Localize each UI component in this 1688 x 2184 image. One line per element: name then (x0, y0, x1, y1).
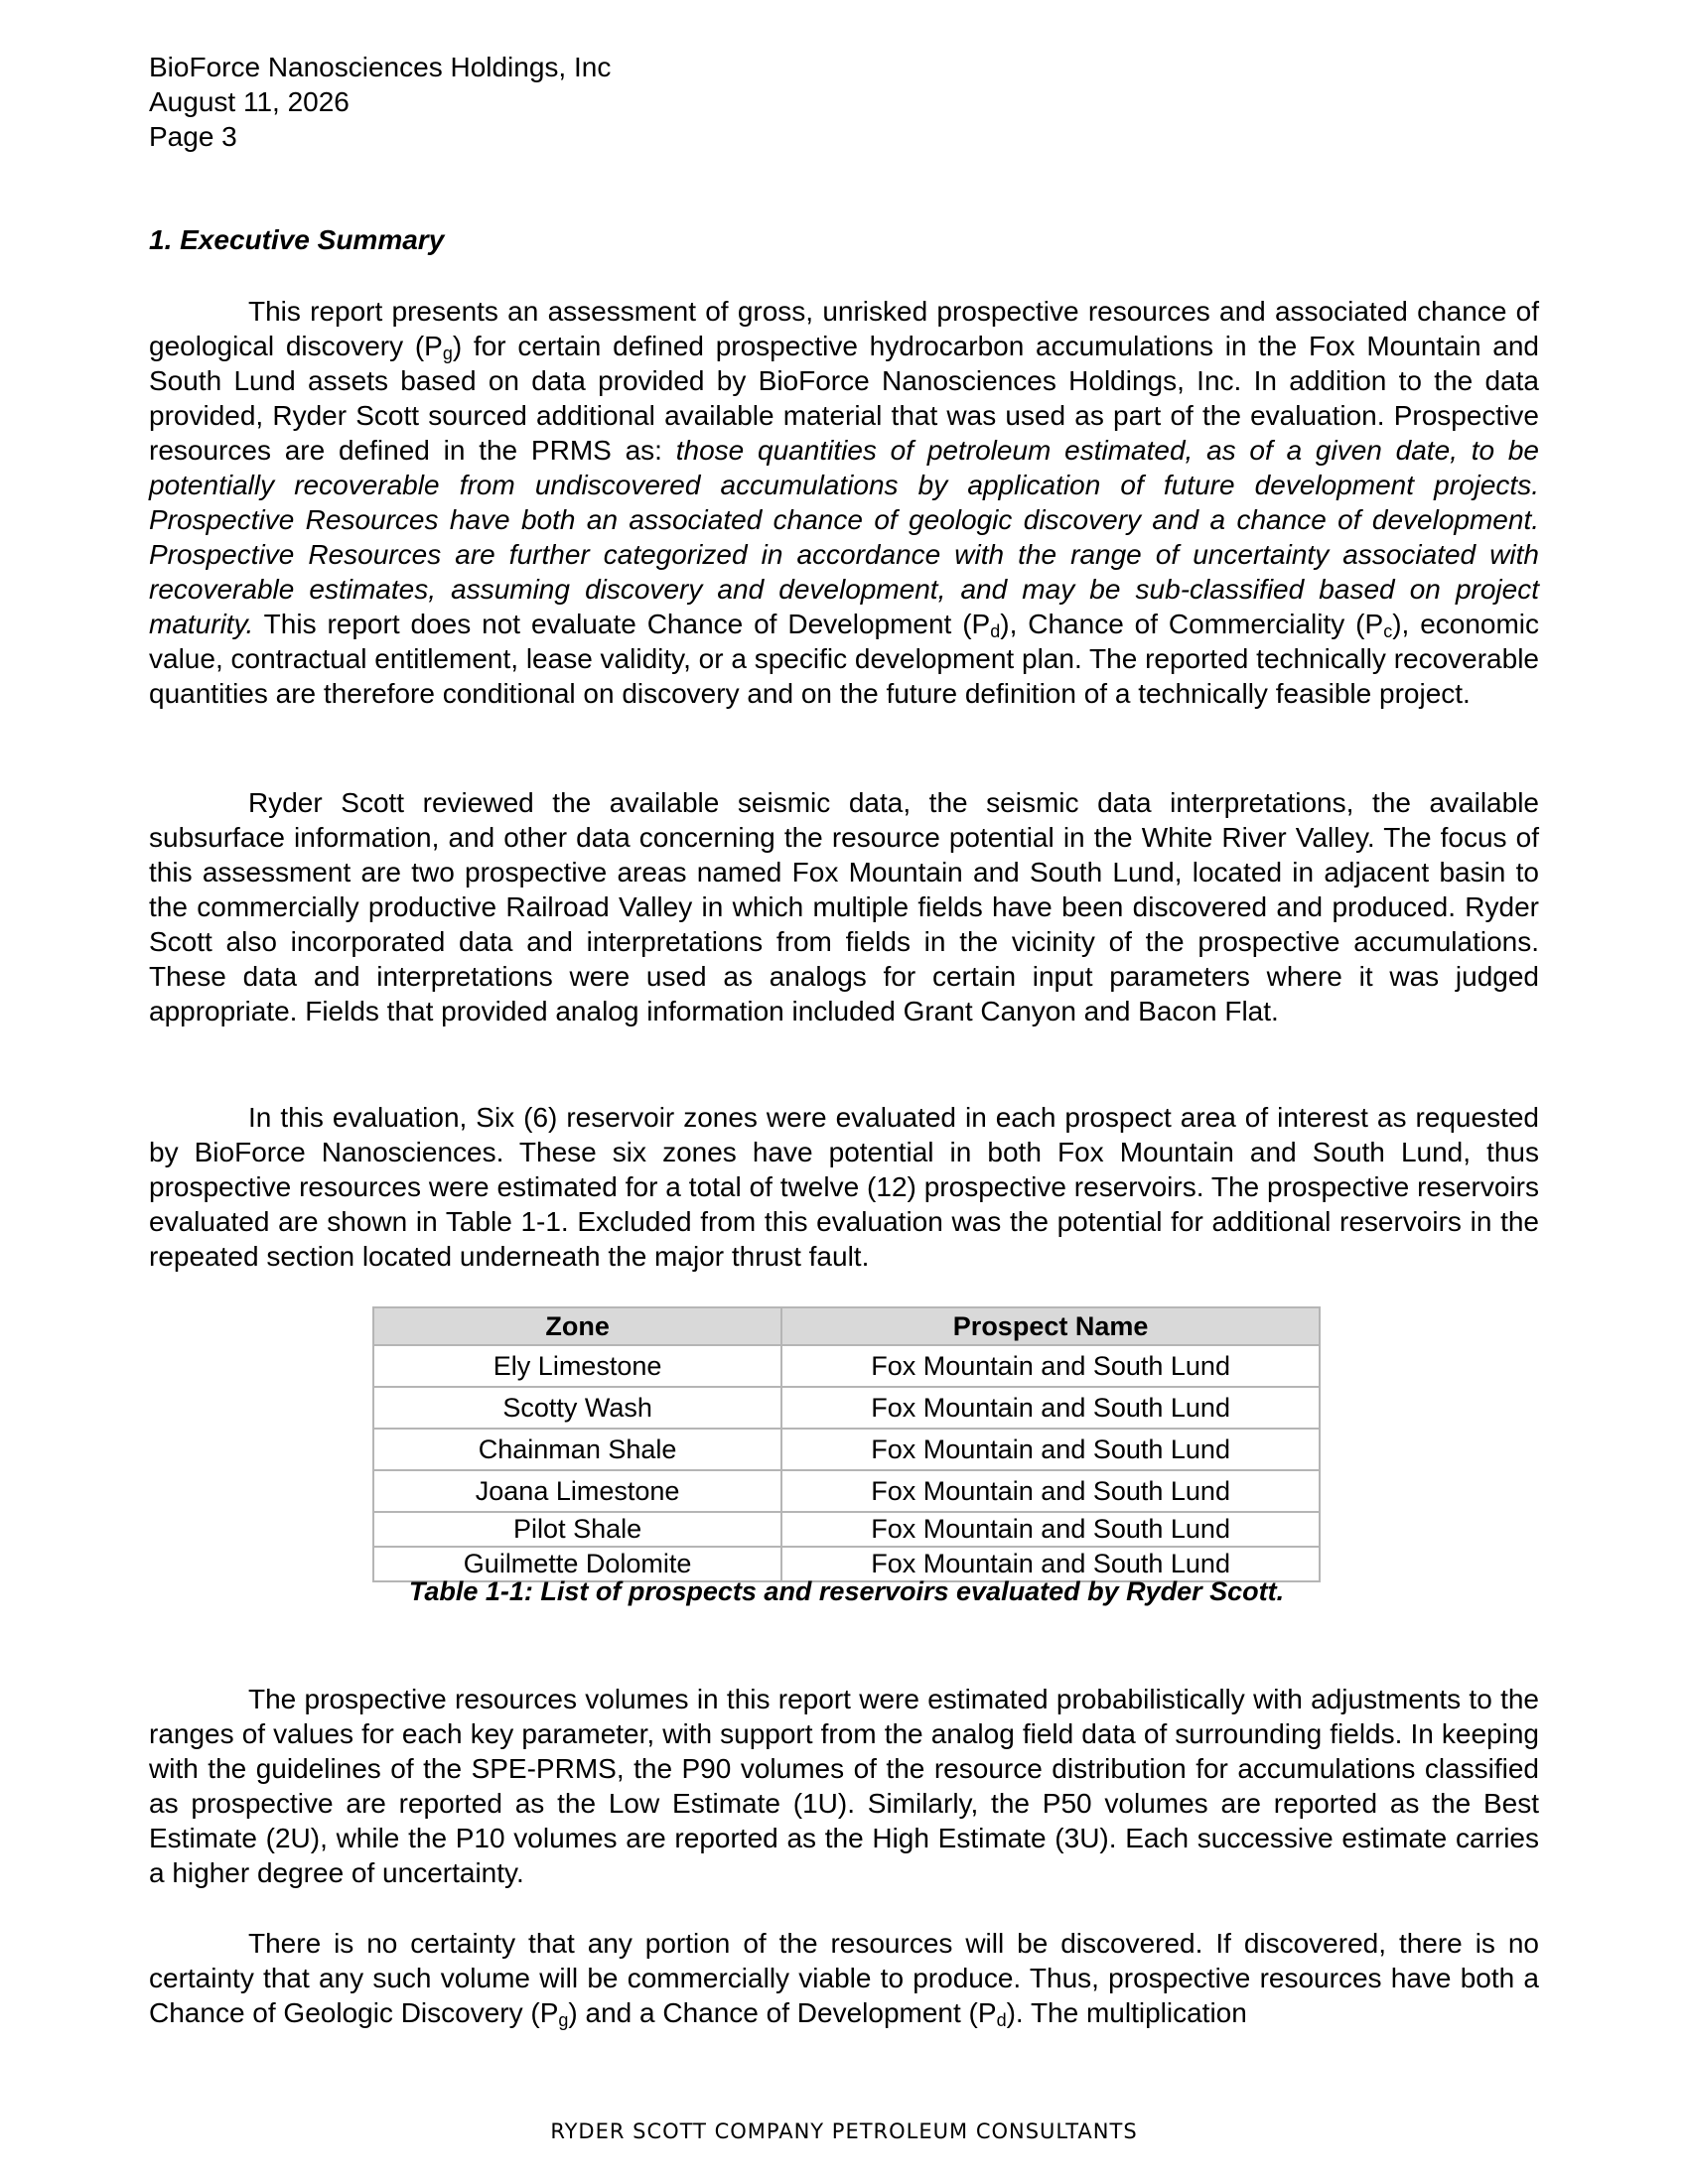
table-row (373, 1387, 1320, 1429)
paragraph-estimates: The prospective resources volumes in this report were estimated probabilistically with adjustments to the ranges of values for each key parameter, with support from the analog field data of surrounding fields. In keeping with the guidelines of the SPE-PRMS, the P90 volumes of the resource distribution for accumulations classified as prospective are reported as the Low Estimate (1U). Similarly, the P50 volumes are reported as the Best Estimate (2U), while the P10 volumes are reported as the High Estimate (3U). Each successive estimate carries a higher degree of uncertainty. (149, 1684, 1539, 1888)
section-title: 1. Executive Summary (149, 224, 445, 255)
p1-subscript-d: d (990, 621, 1001, 641)
p1-text-b: ) for certain defined prospective hydrocarbon accumulations in the Fox Mountain and South Lund assets based on data provided by BioForce Nanosciences Holdings, Inc. In addition to the data provided, Ryder Scott sourced additional available material that was used as part of the evaluation. Prospective resources are defined in the PRMS as: (149, 331, 1539, 466)
table-caption: Table 1-1: List of prospects and reservoirs evaluated by Ryder Scott. (408, 1576, 1285, 1606)
header-company: BioForce Nanosciences Holdings, Inc (149, 52, 612, 82)
cell-prospect: Fox Mountain and South Lund (781, 1547, 1320, 1581)
cell-prospect: Fox Mountain and South Lund (781, 1387, 1320, 1429)
table-row (373, 1512, 1320, 1547)
p1-subscript-c: c (1383, 621, 1393, 641)
cell-prospect: Fox Mountain and South Lund (781, 1345, 1320, 1387)
paragraph-uncertainty (149, 1926, 1539, 2030)
table-row (373, 1429, 1320, 1470)
table-header-row (373, 1307, 1320, 1345)
p5-subscript-g: g (558, 2010, 569, 2030)
cell-zone: Scotty Wash (373, 1387, 781, 1429)
table-row (373, 1345, 1320, 1387)
cell-prospect: Fox Mountain and South Lund (781, 1470, 1320, 1512)
cell-zone: Guilmette Dolomite (373, 1547, 781, 1581)
page-footer: RYDER SCOTT COMPANY PETROLEUM CONSULTANTS (550, 2119, 1138, 2143)
paragraph-intro (149, 294, 1539, 711)
cell-zone: Pilot Shale (373, 1512, 781, 1547)
column-header-prospect: Prospect Name (781, 1307, 1320, 1345)
zones-table (372, 1306, 1321, 1582)
cell-zone: Chainman Shale (373, 1429, 781, 1470)
letter-header (149, 50, 611, 154)
header-date: August 11, 2026 (149, 86, 350, 117)
p1-text-c: This report does not evaluate Chance of Development (P (253, 609, 991, 639)
p5-text-a: There is no certainty that any portion of the resources will be discovered. If discovered, there is no certainty that any such volume will be commercially viable to produce. Thus, prospective resources have both a Chance of Geologic Discovery (P (149, 1928, 1539, 2028)
p1-prms-definition: those quantities of petroleum estimated, as of a given date, to be potentially recoverable from undiscovered accumulations by application of future development projects. Prospective Resources have both an associated chance of geologic discovery and a chance of development. Prospective Resources are further categorized in accordance with the range of uncertainty associated with recoverable estimates, assuming discovery and development, and may be sub-classified based on project maturity. (149, 435, 1540, 639)
header-page-number: Page 3 (149, 121, 237, 152)
p1-text-d: ), Chance of Commerciality (P (1000, 609, 1384, 639)
column-header-zone: Zone (373, 1307, 781, 1345)
cell-prospect: Fox Mountain and South Lund (781, 1512, 1320, 1547)
cell-zone: Ely Limestone (373, 1345, 781, 1387)
cell-prospect: Fox Mountain and South Lund (781, 1429, 1320, 1470)
table-row (373, 1470, 1320, 1512)
p1-text-a: This report presents an assessment of gross, unrisked prospective resources and associated chance of geological discovery (P (149, 296, 1539, 361)
p5-text-c: ). The multiplication (1006, 1997, 1247, 2028)
p1-subscript-g: g (442, 343, 453, 363)
cell-zone: Joana Limestone (373, 1470, 781, 1512)
paragraph-zones: In this evaluation, Six (6) reservoir zones were evaluated in each prospect area of interest as requested by BioForce Nanosciences. These six zones have potential in both Fox Mountain and South Lund, thus prospective resources were estimated for a total of twelve (12) prospective reservoirs. The prospective reservoirs evaluated are shown in Table 1-1. Excluded from this evaluation was the potential for additional reservoirs in the repeated section located underneath the major thrust fault. (149, 1102, 1539, 1272)
p5-subscript-d: d (996, 2010, 1007, 2030)
p1-text-e: ), economic value, contractual entitlement, lease validity, or a specific development plan. The reported technically recoverable quantities are therefore conditional on discovery and on the future definition of a technically feasible project. (149, 609, 1540, 709)
paragraph-data-review: Ryder Scott reviewed the available seismic data, the seismic data interpretations, the available subsurface information, and other data concerning the resource potential in the White River Valley. The focus of this assessment are two prospective areas named Fox Mountain and South Lund, located in adjacent basin to the commercially productive Railroad Valley in which multiple fields have been discovered and produced. Ryder Scott also incorporated data and interpretations from fields in the vicinity of the prospective accumulations. These data and interpretations were used as analogs for certain input parameters where it was judged appropriate. Fields that provided analog information included Grant Canyon and Bacon Flat. (149, 787, 1539, 1026)
p5-text-b: ) and a Chance of Development (P (568, 1997, 997, 2028)
